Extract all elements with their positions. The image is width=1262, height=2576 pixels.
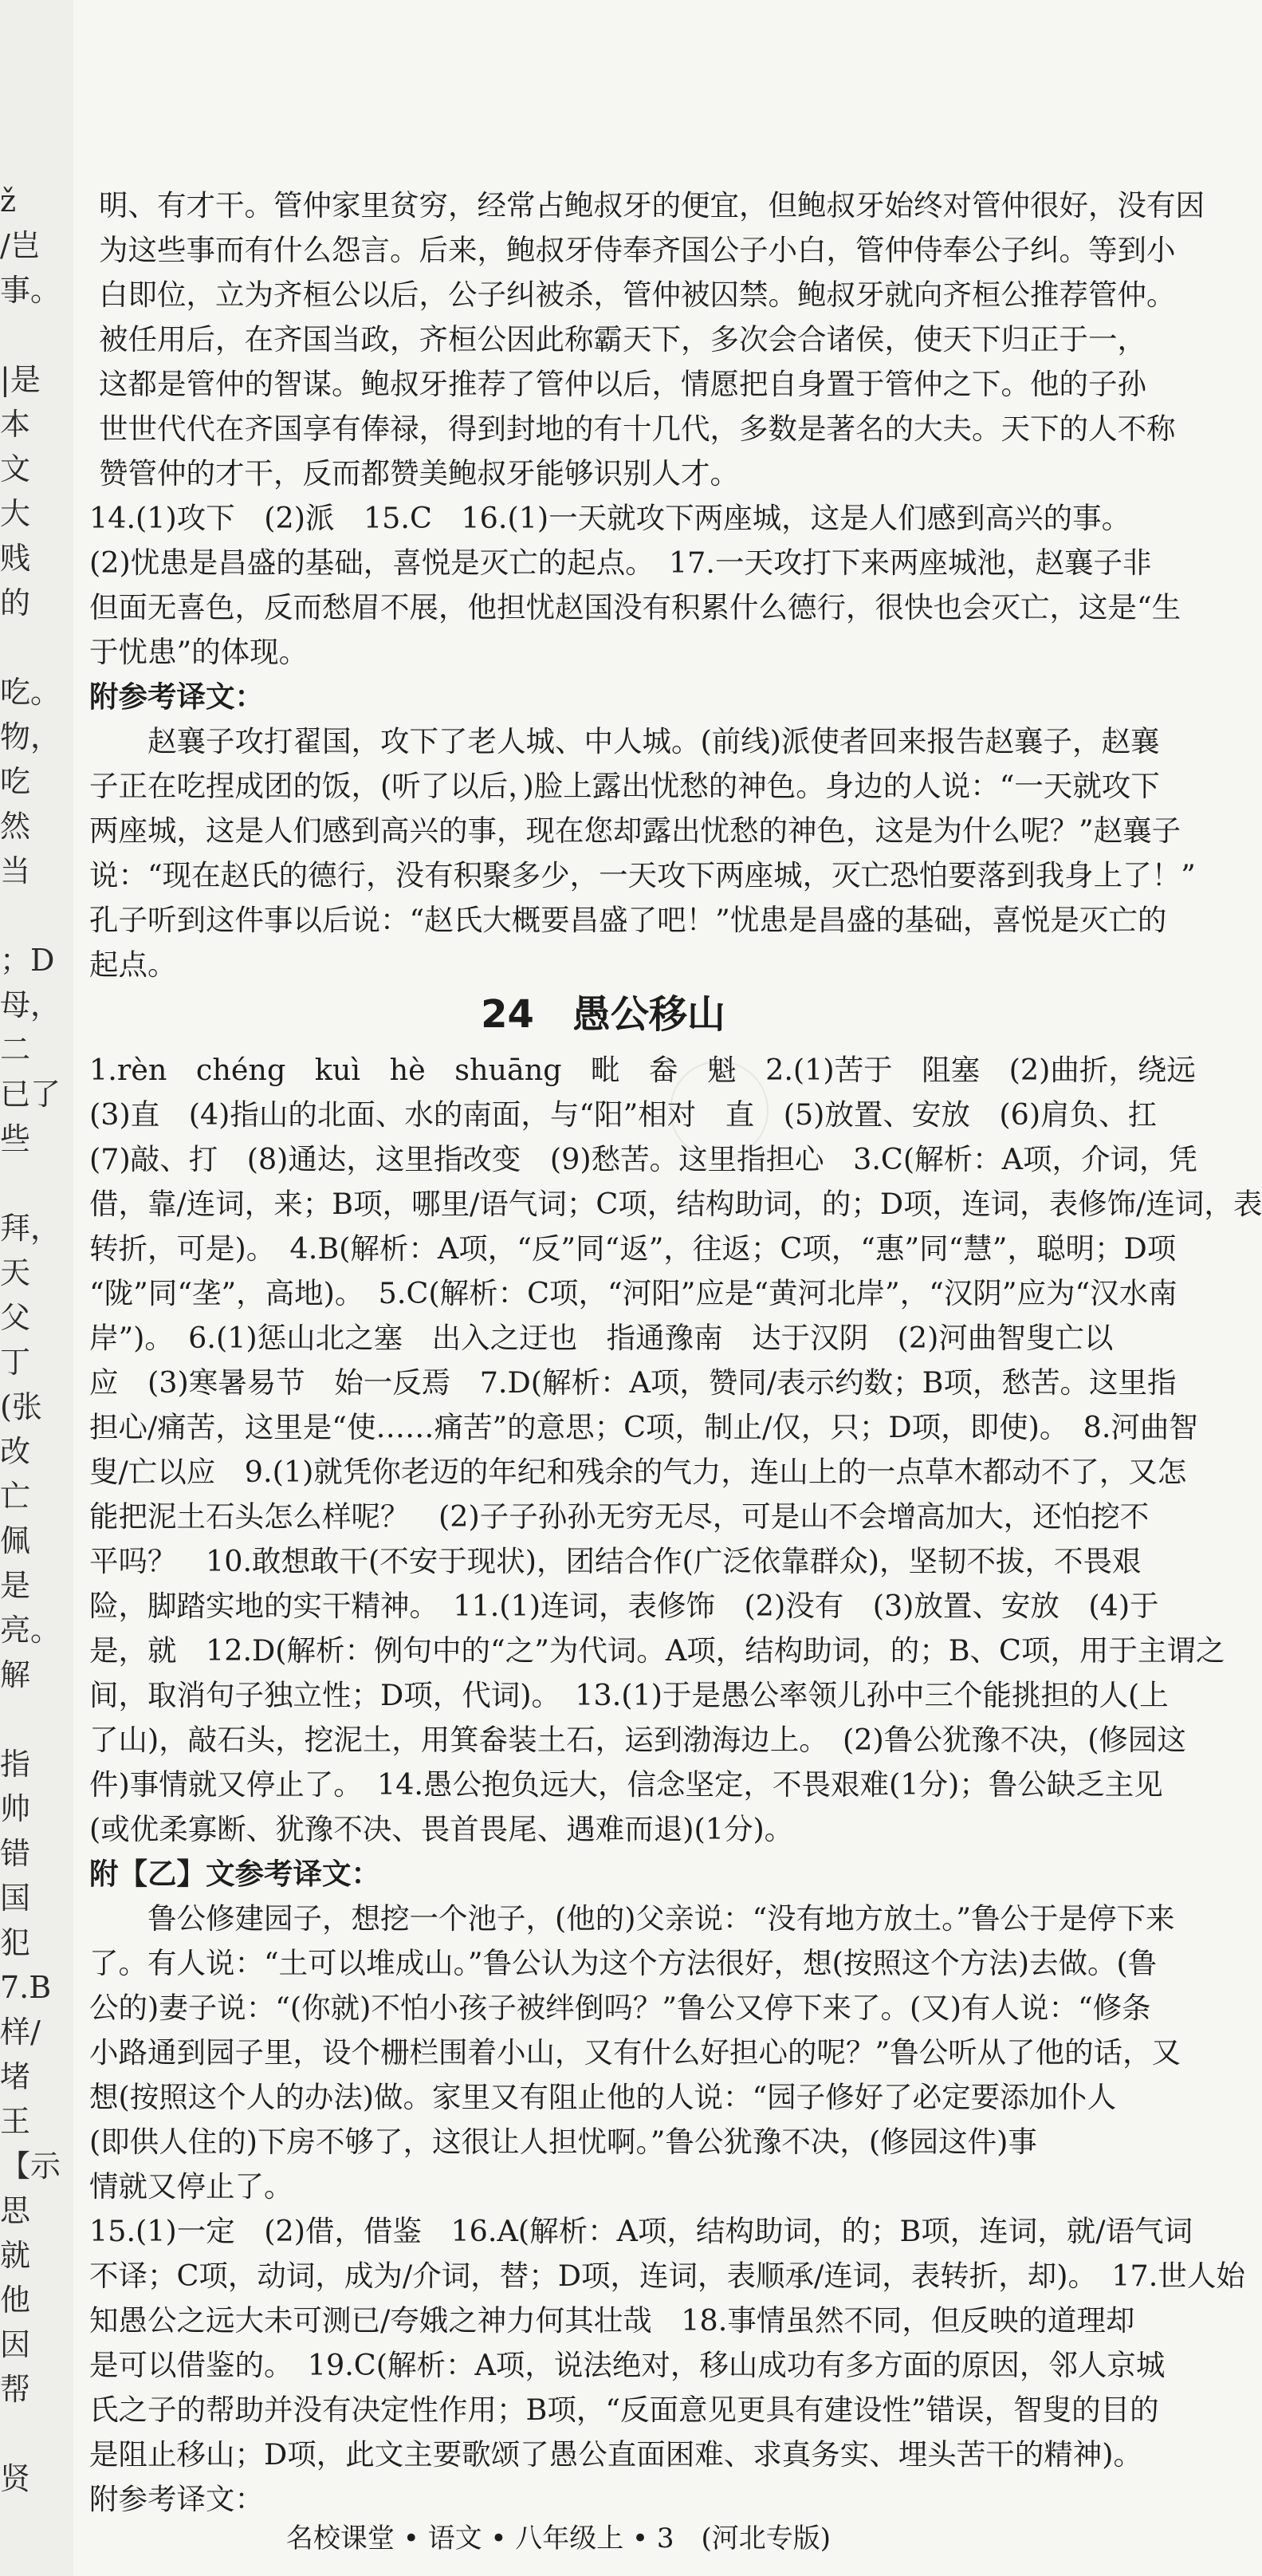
- translation-line: 赵襄子攻打翟国，攻下了老人城、中人城。(前线)派使者回来报告赵襄子，赵襄: [89, 724, 1160, 758]
- gutter-fragment: [0, 898, 73, 933]
- gutter-fragment: 拜，: [0, 1211, 61, 1246]
- gutter-fragment: 7.B: [0, 1970, 52, 2005]
- gutter-fragment: 就: [0, 2238, 31, 2273]
- text-line: 为这些事而有什么怨言。后来，鲍叔牙侍奉齐国公子小白，管仲侍奉公子纠。等到小: [99, 233, 1176, 267]
- answer-line: 是阻止移山；D项，此文主要歌颂了愚公直面困难、求真务实、埋头苦干的精神)。: [89, 2437, 1143, 2472]
- text-line: 被任用后，在齐国当政，齐桓公因此称霸天下，多次会合诸侯，使天下归正于一，: [99, 322, 1146, 356]
- gutter-fragment: 吃: [0, 764, 31, 799]
- answer-line: 借，靠/连词，来；B项，哪里/语气词；C项，结构助词，的；D项，连词，表修饰/连词，表: [89, 1187, 1262, 1221]
- answer-line: 氏之子的帮助并没有决定性作用；B项，“反面意见更具有建设性”错误，智叟的目的: [89, 2393, 1159, 2427]
- gutter-fragment: 他: [0, 2283, 31, 2318]
- gutter-fragment: 物，: [0, 719, 61, 754]
- gutter-fragment: /岂: [0, 228, 41, 263]
- translation-heading: 附【乙】文参考译文：: [89, 1857, 380, 1891]
- gutter-fragment: 些: [0, 1121, 31, 1156]
- answer-line: 间，取消句子独立性；D项，代词)。 13.(1)于是愚公率领儿孙中三个能挑担的人(上: [89, 1678, 1169, 1712]
- gutter-fragment: 当: [0, 853, 31, 888]
- gutter-fragment: [0, 317, 73, 353]
- answer-line: (3)直 (4)指山的北面、水的南面，与“阳”相对 直 (5)放置、安放 (6)肩负、扛: [89, 1097, 1158, 1132]
- answer-line: 叟/亡以应 9.(1)就凭你老迈的年纪和残余的气力，连山上的一点草木都动不了，又怎: [89, 1455, 1187, 1489]
- gutter-fragment: [0, 630, 73, 665]
- gutter-fragment: 父: [0, 1300, 31, 1335]
- gutter-fragment: 【示: [0, 2149, 61, 2184]
- gutter-fragment: 文: [0, 451, 31, 486]
- gutter-fragment: 改: [0, 1434, 31, 1469]
- gutter-fragment: ；D: [0, 943, 55, 978]
- answer-line: 1.rèn chéng kuì hè shuāng 毗 畚 魁 2.(1)苦于 阻塞 (2)曲折，绕远: [89, 1053, 1196, 1087]
- gutter-fragment: [0, 1702, 73, 1737]
- gutter-fragment: 吃。: [0, 675, 61, 710]
- gutter-fragment: 指: [0, 1747, 31, 1782]
- gutter-fragment: 因: [0, 2327, 31, 2362]
- answer-line: 14.(1)攻下 (2)派 15.C 16.(1)一天就攻下两座城，这是人们感到高兴的事。: [89, 501, 1131, 535]
- translation-line: 两座城，这是人们感到高兴的事，现在您却露出忧愁的神色，这是为什么呢？”赵襄子: [89, 813, 1181, 848]
- gutter-fragment: 事。: [0, 273, 61, 308]
- gutter-fragment: [0, 1166, 73, 1201]
- translation-line: 鲁公修建园子，想挖一个池子，(他的)父亲说：“没有地方放土。”鲁公于是停下来: [89, 1901, 1175, 1936]
- translation-line: 情就又停止了。: [89, 2169, 293, 2204]
- text-line: 赞管仲的才干，反而都赞美鲍叔牙能够识别人才。: [99, 456, 739, 490]
- gutter-fragment: 思: [0, 2193, 31, 2228]
- translation-line: 小路通到园子里，设个栅栏围着小山，又有什么好担心的呢？”鲁公听从了他的话，又: [89, 2035, 1181, 2070]
- answer-line: 能把泥土石头怎么样呢？ (2)子子孙孙无穷无尽，可是山不会增高加大，还怕挖不: [89, 1499, 1150, 1534]
- answer-line: 平吗？ 10.敢想敢干(不安于现状)，团结合作(广泛依靠群众)，坚韧不拔，不畏艰: [89, 1544, 1142, 1578]
- gutter-fragment: 国: [0, 1881, 31, 1916]
- translation-line: 子正在吃捏成团的饭，(听了以后，)脸上露出忧愁的神色。身边的人说：“一天就攻下: [89, 769, 1160, 803]
- answer-line: 了山)，敲石头，挖泥土，用箕畚装土石，运到渤海边上。 (2)鲁公犹豫不决，(修园这: [89, 1723, 1186, 1757]
- translation-line: 说：“现在赵氏的德行，没有积聚多少，一天攻下两座城，灭亡恐怕要落到我身上了！”: [89, 858, 1196, 892]
- gutter-fragment: 丁: [0, 1345, 31, 1380]
- text-line: 白即位，立为齐桓公以后，公子纠被杀，管仲被囚禁。鲍叔牙就向齐桓公推荐管仲。: [99, 278, 1176, 312]
- gutter-fragment: 解: [0, 1657, 31, 1692]
- translation-line: 起点。: [89, 947, 177, 982]
- answer-line: 转折，可是)。 4.B(解析：A项，“反”同“返”，往返；C项，“惠”同“慧”，聪明；D项: [89, 1231, 1177, 1266]
- gutter-fragment: |是: [0, 362, 41, 397]
- answer-line: 是，就 12.D(解析：例句中的“之”为代词。A项，结构助词，的；B、C项，用于主谓之: [89, 1633, 1225, 1668]
- gutter-fragment: [0, 2416, 73, 2452]
- answer-line: 不译；C项，动词，成为/介词，替；D项，连词，表顺承/连词，表转折，却)。 17.世人始: [89, 2259, 1245, 2293]
- answer-line: 应 (3)寒暑易节 始一反焉 7.D(解析：A项，赞同/表示约数；B项，愁苦。这里指: [89, 1365, 1177, 1400]
- gutter-fragment: ž: [0, 183, 17, 219]
- gutter-fragment: 王: [0, 2104, 31, 2139]
- answer-line: “陇”同“垄”，高地)。 5.C(解析：C项，“河阳”应是“黄河北岸”，“汉阴”应为“汉水南: [89, 1276, 1177, 1310]
- answer-line: (或优柔寡断、犹豫不决、畏首畏尾、遇难而退)(1分)。: [89, 1812, 794, 1846]
- gutter-fragment: (张: [0, 1389, 42, 1424]
- gutter-fragment: 母，: [0, 987, 61, 1022]
- gutter-fragment: 堵: [0, 2059, 31, 2094]
- gutter-fragment: 佩: [0, 1523, 31, 1558]
- answer-line: 担心/痛苦，这里是“使……痛苦”的意思；C项，制止/仅，只；D项，即使)。 8.河曲智: [89, 1410, 1198, 1444]
- gutter-fragment: 贱: [0, 541, 31, 576]
- watermark-stamp: [670, 1061, 769, 1160]
- gutter-fragment: 已了: [0, 1077, 61, 1112]
- answer-line: 是可以借鉴的。 19.C(解析：A项，说法绝对，移山成功有多方面的原因，邻人京城: [89, 2348, 1166, 2382]
- translation-line: 孔子听到这件事以后说：“赵氏大概要昌盛了吧！”忧患是昌盛的基础，喜悦是灭亡的: [89, 903, 1167, 937]
- gutter-fragment: 本: [0, 407, 31, 442]
- gutter-fragment: 二: [0, 1032, 31, 1067]
- left-gutter-text: [0, 0, 73, 2576]
- answer-line: 知愚公之远大未可测已/夸娥之神力何其壮哉 18.事情虽然不同，但反映的道理却: [89, 2303, 1135, 2338]
- gutter-fragment: 犯: [0, 1925, 31, 1960]
- translation-line: 公的)妻子说：“(你就)不怕小孩子被绊倒吗？”鲁公又停下来了。(又)有人说：“修条: [89, 1991, 1151, 2025]
- answer-line: 件)事情就又停止了。 14.愚公抱负远大，信念坚定，不畏艰难(1分)；鲁公缺乏主见: [89, 1767, 1163, 1802]
- answer-line: 15.(1)一定 (2)借，借鉴 16.A(解析：A项，结构助词，的；B项，连词，就/语气词: [89, 2214, 1193, 2248]
- translation-heading: 附参考译文：: [89, 679, 264, 714]
- translation-line: (即供人住的)下房不够了，这很让人担忧啊。”鲁公犹豫不决，(修园这件)事: [89, 2125, 1037, 2159]
- text-line: 这都是管仲的智谋。鲍叔牙推荐了管仲以后，情愿把自身置于管仲之下。他的子孙: [99, 367, 1146, 401]
- gutter-fragment: 天: [0, 1255, 31, 1290]
- gutter-fragment: 帅: [0, 1791, 31, 1826]
- page-footer: 名校课堂 • 语文 • 八年级上 • 3 (河北专版): [285, 2523, 832, 2554]
- translation-line: 了。有人说：“土可以堆成山。”鲁公认为这个方法很好，想(按照这个方法)去做。(鲁: [89, 1946, 1158, 1980]
- section-title: 24 愚公移山: [481, 992, 725, 1037]
- gutter-fragment: 是: [0, 1568, 31, 1603]
- answer-line: 但面无喜色，反而愁眉不展，他担忧赵国没有积累什么德行，很快也会灭亡，这是“生: [89, 590, 1181, 624]
- answer-line: 岸”)。 6.(1)惩山北之塞 出入之迂也 指通豫南 达于汉阴 (2)河曲智叟亡以: [89, 1321, 1114, 1355]
- gutter-fragment: 的: [0, 585, 31, 620]
- text-line: 明、有才干。管仲家里贫穷，经常占鲍叔牙的便宜，但鲍叔牙始终对管仲很好，没有因: [99, 188, 1205, 223]
- answer-line: 于忧患”的体现。: [89, 635, 309, 669]
- translation-line: 想(按照这个人的办法)做。家里又有阻止他的人说：“园子修好了必定要添加仆人: [89, 2080, 1117, 2114]
- gutter-fragment: 大: [0, 496, 31, 531]
- answer-line: 附参考译文：: [89, 2482, 264, 2516]
- gutter-fragment: 然: [0, 809, 31, 844]
- gutter-fragment: 错: [0, 1836, 31, 1871]
- gutter-fragment: 贤: [0, 2461, 31, 2496]
- answer-line: 险，脚踏实地的实干精神。 11.(1)连词，表修饰 (2)没有 (3)放置、安放 (4)于: [89, 1589, 1159, 1623]
- gutter-fragment: 样/: [0, 2015, 41, 2050]
- text-line: 世世代代在齐国享有俸禄，得到封地的有十几代，多数是著名的大夫。天下的人不称: [99, 412, 1176, 446]
- answer-line: (7)敲、打 (8)通达，这里指改变 (9)愁苦。这里指担心 3.C(解析：A项，介词，凭: [89, 1142, 1197, 1176]
- gutter-fragment: 帮: [0, 2372, 31, 2407]
- gutter-fragment: 亡: [0, 1479, 31, 1514]
- gutter-fragment: 亮。: [0, 1613, 61, 1648]
- main-text-column: [89, 0, 1262, 2516]
- answer-line: (2)忧患是昌盛的基础，喜悦是灭亡的起点。 17.一天攻打下来两座城池，赵襄子非: [89, 546, 1152, 580]
